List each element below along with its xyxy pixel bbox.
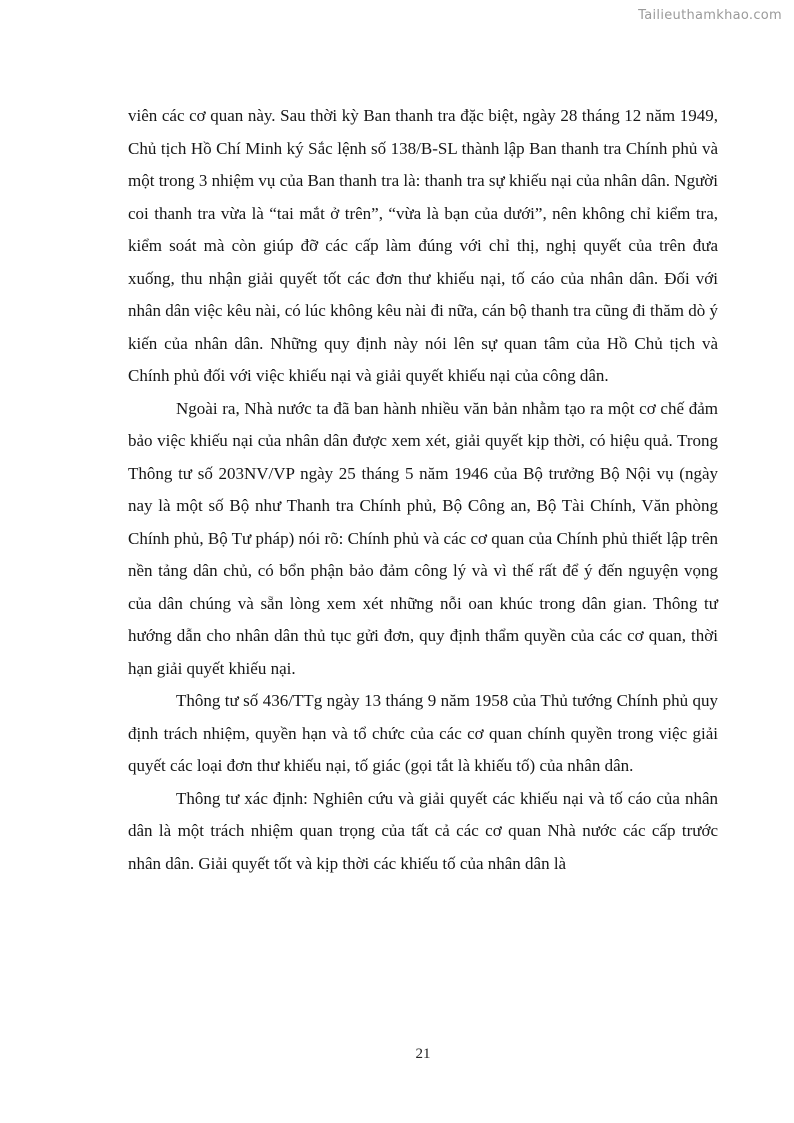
document-body: [128, 100, 718, 880]
paragraph: Thông tư số 436/TTg ngày 13 tháng 9 năm 1958 của Thủ tướng Chính phủ quy định trách nhiệm, quyền hạn và tổ chức của các cơ quan chính quyền trong việc giải quyết các loại đơn thư khiếu nại, tố giác (gọi tắt là khiếu tố) của nhân dân.: [128, 691, 718, 775]
paragraph: viên các cơ quan này. Sau thời kỳ Ban thanh tra đặc biệt, ngày 28 tháng 12 năm 1949, Chủ tịch Hồ Chí Minh ký Sắc lệnh số 138/B-SL thành lập Ban thanh tra Chính phủ và một trong 3 nhiệm vụ của Ban thanh tra là: thanh tra sự khiếu nại của nhân dân. Người coi thanh tra vừa là “tai mắt ở trên”, “vừa là bạn của dưới”, nên không chỉ kiểm tra, kiểm soát mà còn giúp đỡ các cấp làm đúng với chỉ thị, nghị quyết của trên đưa xuống, thu nhận giải quyết tốt các đơn thư khiếu nại, tố cáo của nhân dân. Đối với nhân dân việc kêu nài, có lúc không kêu nài đi nữa, cán bộ thanh tra cũng đi thăm dò ý kiến của nhân dân. Những quy định này nói lên sự quan tâm của Hồ Chủ tịch và Chính phủ đối với việc khiếu nại và giải quyết khiếu nại của công dân.: [128, 106, 718, 385]
paragraph: Thông tư xác định: Nghiên cứu và giải quyết các khiếu nại và tố cáo của nhân dân là một trách nhiệm quan trọng của tất cả các cơ quan Nhà nước các cấp trước nhân dân. Giải quyết tốt và kịp thời các khiếu tố của nhân dân là: [128, 788, 718, 873]
paragraph: Ngoài ra, Nhà nước ta đã ban hành nhiều văn bản nhằm tạo ra một cơ chế đảm bảo việc khiếu nại của nhân dân được xem xét, giải quyết kịp thời, có hiệu quả. Trong Thông tư số 203NV/VP ngày 25 tháng 5 năm 1946 của Bộ trưởng Bộ Nội vụ (ngày nay là một số Bộ như Thanh tra Chính phủ, Bộ Công an, Bộ Tài Chính, Văn phòng Chính phủ, Bộ Tư pháp) nói rõ: Chính phủ và các cơ quan của Chính phủ thiết lập trên nền tảng dân chủ, có bổn phận bảo đảm công lý và vì thế rất để ý đến nguyện vọng của dân chúng và sẵn lòng xem xét những nỗi oan khúc trong dân gian. Thông tư hướng dẫn cho nhân dân thủ tục gửi đơn, quy định thẩm quyền của các cơ quan, thời hạn giải quyết khiếu nại.: [128, 398, 718, 678]
page-number: 21: [415, 1046, 431, 1062]
watermark-site-name: Tailieuthamkhao.com: [638, 8, 782, 23]
